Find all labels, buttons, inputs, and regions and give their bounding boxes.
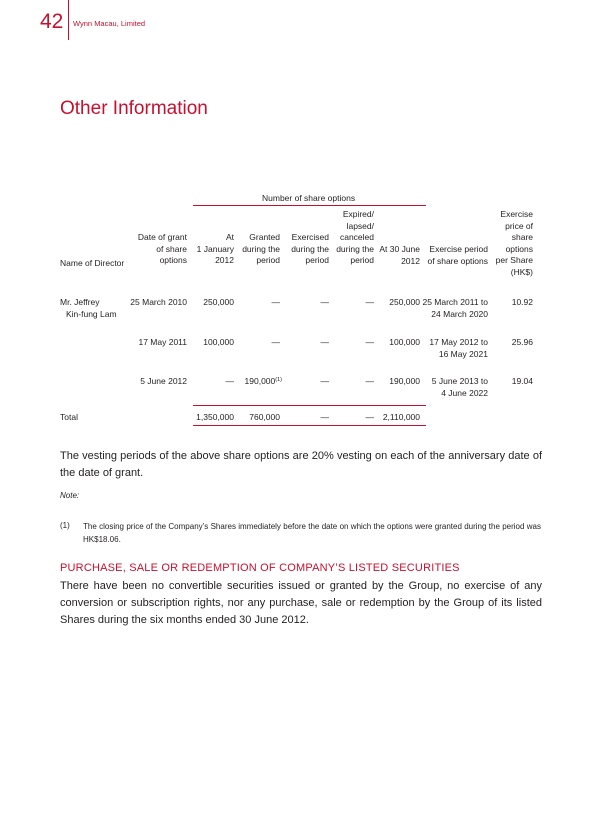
cell-exercise-period: 25 March 2011 to 24 March 2020 [422,297,488,319]
cell-expired: — [365,297,374,307]
cell-granted: 190,000$^{(1)}$ [244,376,282,386]
group-header: Number of share options [262,193,356,203]
cell-exercised: — [320,376,329,386]
col-header-exercise-price: Exercise price of share options per Share (HK$) [495,209,533,277]
total-expired: — [365,412,374,422]
cell-granted: — [271,297,280,307]
cell-at-june: 100,000 [389,337,420,347]
cell-date: 25 March 2010 [130,297,187,307]
page-number: 42 [40,10,64,33]
cell-date: 5 June 2012 [140,376,187,386]
cell-at-june: 250,000 [389,297,420,307]
total-at-jan: 1,350,000 [196,412,234,422]
cell-exercise-price: 10.92 [511,297,533,307]
total-label: Total [60,412,78,422]
footnote-number: (1) [60,521,70,530]
director-name: Mr. Jeffrey Kin-fung Lam [60,297,117,319]
cell-exercise-price: 19.04 [511,376,533,386]
section-paragraph: There have been no convertible securities issued or granted by the Group, no exercise of any conversion or subscription rights, nor any purchase, sale or redemption by the Group of its listed Shares during the six months ended 30 June 2012. [60,580,542,626]
cell-expired: — [365,337,374,347]
col-header-at-jan: At 1 January 2012 [196,232,234,265]
cell-at-jan: 100,000 [203,337,234,347]
cell-exercised: — [320,297,329,307]
col-header-name: Name of Director [60,258,125,268]
col-header-granted: Granted during the period [242,232,280,265]
cell-exercise-period: 17 May 2012 to 16 May 2021 [429,337,488,359]
header-divider [68,0,69,40]
total-top-rule [193,405,426,406]
col-header-expired: Expired/ lapsed/ canceled during the period [336,209,374,265]
col-header-at-june: At 30 June 2012 [379,244,420,266]
col-header-date-grant: Date of grant of share options [137,232,187,265]
cell-expired: — [365,376,374,386]
vesting-paragraph: The vesting periods of the above share options are 20% vesting on each of the anniversary date of the date of grant. [60,450,542,479]
cell-date: 17 May 2011 [138,337,187,347]
cell-exercised: — [320,337,329,347]
cell-at-jan: 250,000 [203,297,234,307]
cell-exercise-price: 25.96 [511,337,533,347]
total-exercised: — [320,412,329,422]
note-label: Note: [60,491,80,500]
section-heading: PURCHASE, SALE OR REDEMPTION OF COMPANY’S LISTED SECURITIES [60,562,460,574]
col-header-exercise-period: Exercise period of share options [427,244,488,266]
footnote-marker: (1) [275,377,282,383]
total-granted: 760,000 [249,412,280,422]
footnote-text: The closing price of the Company’s Shares immediately before the date on which the options were granted during the period was HK$18.06. [83,522,541,544]
cell-at-jan: — [225,376,234,386]
company-name: Wynn Macau, Limited [73,19,146,28]
cell-granted: — [271,337,280,347]
col-header-exercised: Exercised during the period [291,232,329,265]
cell-at-june: 190,000 [389,376,420,386]
group-header-rule [193,205,426,206]
total-at-june: 2,110,000 [382,412,420,422]
cell-exercise-period: 5 June 2013 to 4 June 2022 [431,376,488,398]
total-bottom-rule [193,425,426,426]
page-title: Other Information [60,98,208,119]
